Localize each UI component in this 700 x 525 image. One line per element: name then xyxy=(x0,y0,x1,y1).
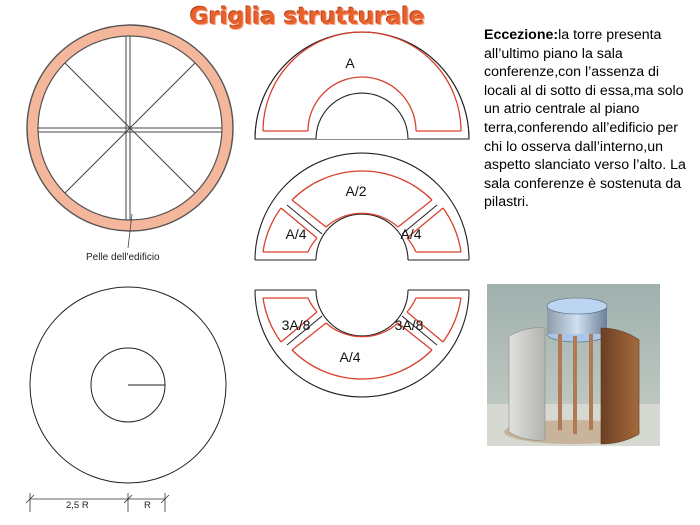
page-title: Griglia strutturale xyxy=(190,4,425,30)
section-top xyxy=(255,32,469,139)
description-body: la torre presenta all’ultimo piano la sala conferenze,con l’assenza di locali al di sotto di essa,ma solo un atrio centrale al piano terra,conferendo all’edificio per chi lo osserva dall’interno,un aspetto slanciato verso l’alto. La sala conferenze è sostenuta da pilastri. xyxy=(484,27,686,211)
section-bottom-label-1: 3A/8 xyxy=(394,317,424,333)
dimension-label-a: 2,5 R xyxy=(66,500,89,511)
tower-model-image xyxy=(487,284,660,446)
section-bottom-label-2: A/4 xyxy=(339,349,361,365)
description-label: Eccezione: xyxy=(484,27,559,43)
skin-ring-diagram xyxy=(27,25,233,248)
section-bottom xyxy=(255,290,469,397)
spokes xyxy=(38,36,222,220)
dimension-label-b: R xyxy=(144,500,151,511)
section-bottom-label-0: 3A/8 xyxy=(281,317,311,333)
skin-label: Pelle dell'edificio xyxy=(86,252,160,263)
section-top-label-0: A xyxy=(345,55,355,71)
plan-diagram xyxy=(30,287,226,483)
section-middle-label-1: A/4 xyxy=(285,226,307,242)
section-middle xyxy=(255,153,469,260)
section-middle-label-2: A/4 xyxy=(400,226,422,242)
section-middle-label-0: A/2 xyxy=(345,183,367,199)
